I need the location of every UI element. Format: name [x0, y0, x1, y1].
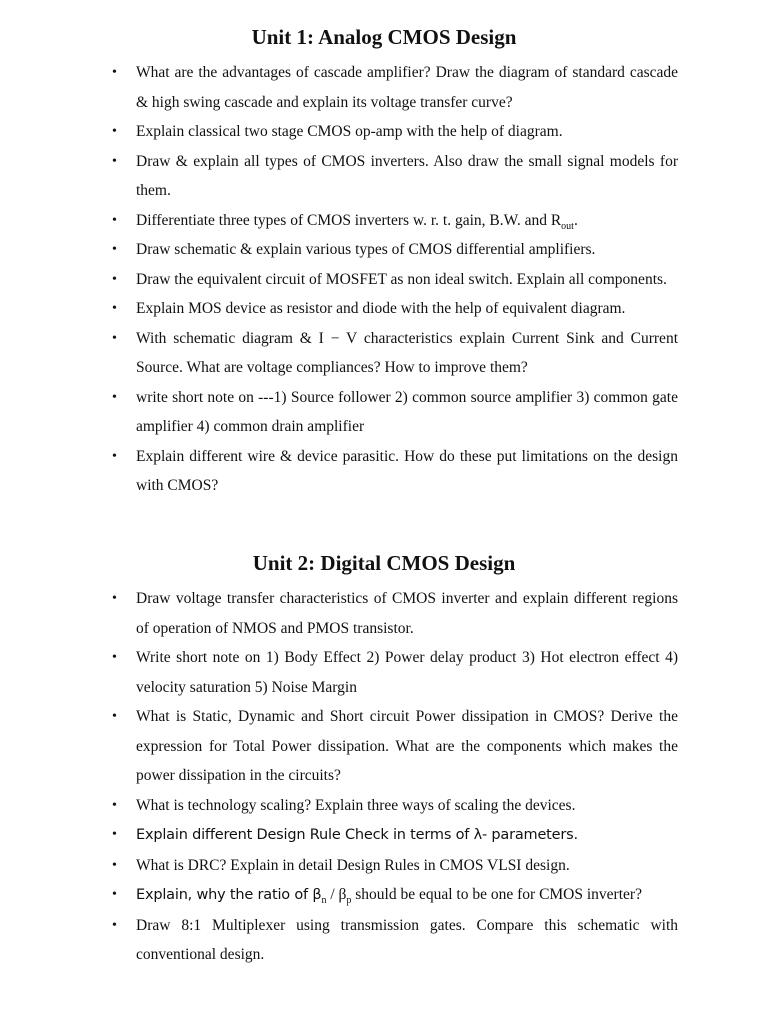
list-item: [110, 147, 678, 206]
question-text: Draw schematic & explain various types of CMOS differential amplifiers.: [136, 241, 596, 258]
list-item: [110, 911, 678, 970]
question-text: Write short note on 1) Body Effect 2) Power delay product 3) Hot electron effect 4) velocity saturation 5) Noise Margin: [136, 649, 678, 696]
unit-1-title: Unit 1: Analog CMOS Design: [251, 25, 517, 49]
question-text: Draw the equivalent circuit of MOSFET as non ideal switch. Explain all components.: [136, 270, 667, 288]
bullet: •: [112, 827, 117, 842]
list-item: [110, 235, 678, 265]
question-text: Draw 8:1 Multiplexer using transmission gates. Compare this schematic with conventional design.: [136, 916, 678, 963]
bullet: •: [112, 124, 117, 139]
question-text: Explain different Design Rule Check in terms of λ- parameters.: [136, 827, 578, 843]
bullet: •: [112, 797, 117, 813]
beta-separator: / β: [326, 886, 347, 903]
list-item: [110, 294, 678, 324]
subscript-out: out: [561, 220, 574, 232]
unit-1-question-list: [110, 58, 678, 501]
question-text: [136, 886, 642, 907]
bullet: •: [112, 212, 117, 228]
list-item: [110, 442, 678, 501]
list-item: [110, 58, 678, 117]
subscript-p: p: [346, 895, 352, 907]
bullet: •: [112, 330, 117, 346]
list-item: [110, 820, 678, 851]
question-text: What is DRC? Explain in detail Design Rules in CMOS VLSI design.: [136, 856, 570, 874]
question-text-suffix: should be equal to be one for CMOS inverter?: [351, 886, 642, 903]
question-text: write short note on ---1) Source follower 2) common source amplifier 3) common gate amplifier 4) common drain amplifier: [136, 388, 678, 435]
bullet: •: [112, 591, 117, 606]
question-text: With schematic diagram & I − V characteristics explain Current Sink and Current Source. What are voltage compliances? How to improve them?: [136, 329, 678, 376]
question-text: [136, 211, 578, 232]
list-item: [110, 265, 678, 295]
list-item: [110, 117, 678, 147]
question-text: Explain classical two stage CMOS op-amp with the help of diagram.: [136, 123, 563, 140]
question-text: What is Static, Dynamic and Short circuit Power dissipation in CMOS? Derive the expression for Total Power dissipation. What are the components which makes the power dissipation in the circuits?: [136, 708, 678, 784]
bullet: •: [112, 650, 117, 665]
list-item: [110, 851, 678, 881]
bullet: •: [112, 271, 117, 287]
list-item: [110, 643, 678, 702]
question-text: What is technology scaling? Explain three ways of scaling the devices.: [136, 796, 576, 814]
bullet: •: [112, 301, 117, 316]
bullet: •: [112, 857, 117, 873]
bullet: •: [112, 887, 117, 902]
question-text: Explain MOS device as resistor and diode with the help of equivalent diagram.: [136, 300, 626, 317]
unit-2-question-list: [110, 584, 678, 970]
bullet: •: [112, 242, 117, 257]
question-text-suffix: .: [573, 211, 578, 229]
list-item: [110, 584, 678, 643]
question-text-main: Differentiate three types of CMOS inverters w. r. t. gain, B.W. and R: [136, 211, 562, 229]
bullet: •: [112, 153, 117, 169]
question-text-main: Explain, why the ratio of β: [136, 887, 322, 903]
subscript-n: n: [321, 895, 327, 907]
question-text: Draw voltage transfer characteristics of CMOS inverter and explain different regions of operation of NMOS and PMOS transistor.: [136, 590, 678, 637]
list-item: [110, 324, 678, 383]
bullet: •: [112, 709, 117, 724]
bullet: •: [112, 917, 117, 933]
bullet: •: [112, 389, 117, 405]
list-item: [110, 791, 678, 821]
unit-2-title: Unit 2: Digital CMOS Design: [252, 551, 516, 575]
list-item: [110, 880, 678, 911]
list-item: [110, 702, 678, 791]
list-item: [110, 383, 678, 442]
question-text: What are the advantages of cascade amplifier? Draw the diagram of standard cascade & high swing cascade and explain its voltage transfer curve?: [136, 64, 678, 111]
bullet: •: [112, 65, 117, 80]
question-text: Draw & explain all types of CMOS inverters. Also draw the small signal models for them.: [136, 152, 678, 199]
question-text: Explain different wire & device parasitic. How do these put limitations on the design with CMOS?: [136, 447, 678, 494]
list-item: [110, 206, 678, 236]
bullet: •: [112, 448, 117, 464]
